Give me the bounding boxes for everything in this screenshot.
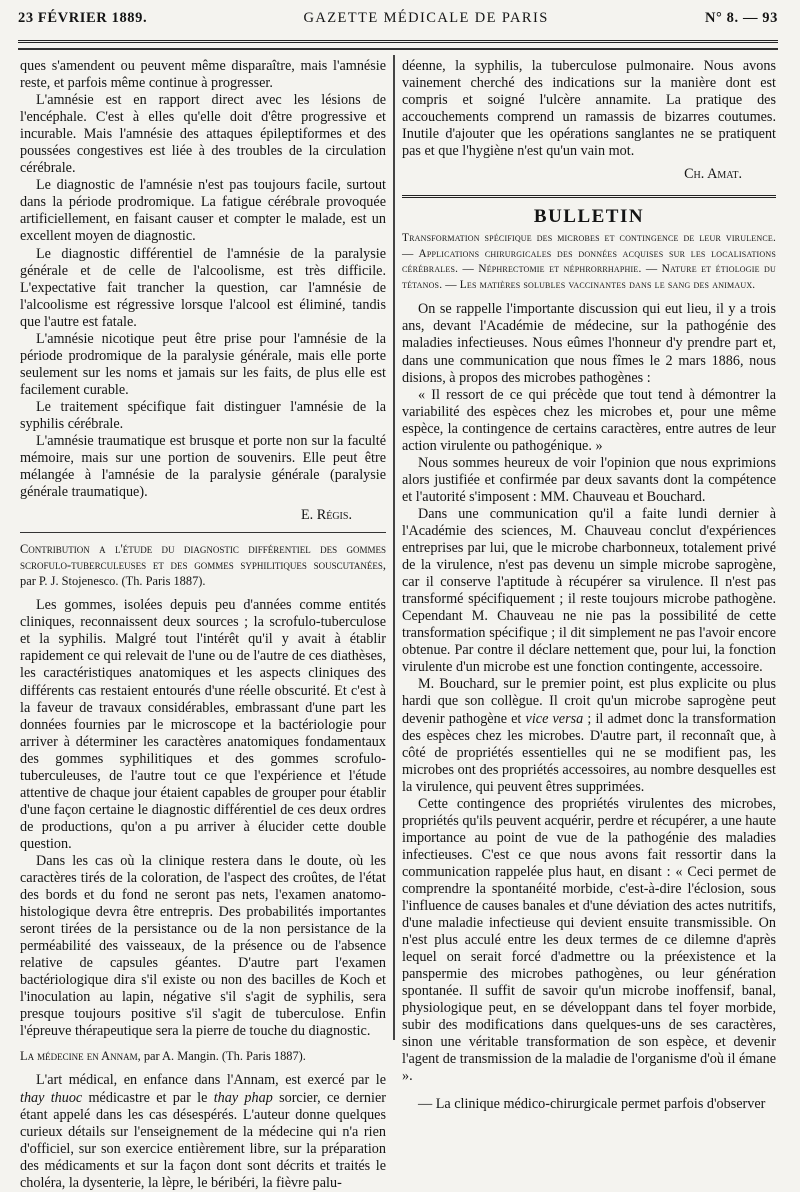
paragraph: On se rappelle l'importante discussion qui eut lieu, il y a trois ans, devant l'Académie de médecine, sur la pathogénie des maladies infectieuses. Nous eûmes l'honneur d'y prendre part et, dans une communication que nous fîmes le 2 mars 1886, nous disions, à propos des microbes pathogènes :	[402, 301, 776, 386]
journal-title: GAZETTE MÉDICALE DE PARIS	[303, 10, 549, 26]
review-citation: par P. J. Stojenesco. (Th. Paris 1887).	[20, 574, 206, 589]
bulletin-summary: Transformation spécifique des microbes et contingence de leur virulence. — Applications chirurgicales des données acquises sur les localisations cérébrales. — Néphrectomie et néphrorrhaphie. — Nature et étiologie du tétanos. — Les matières solubles vaccinantes dans le sang des animaux.	[402, 232, 776, 291]
paragraph: Les gommes, isolées depuis peu d'années comme entités cliniques, reconnaissent deux sources ; la scrofulo-tuberculose et la syphilis. Malgré tout l'intérêt qu'il y avait à établir rapidement ce qui relevait de l'une ou de l'autre de ces diathèses, les caractéristiques anatomiques et les aspects cliniques des différents cas restaient entourés d'une réelle obscurité. Et c'est à la faveur de travaux considérables, embrassant d'une part les données fournies par le microscope et la bactériologie pour arriver à déterminer les caractères anatomiques fondamentaux des gommes syphilitiques et des gommes scrofulo-tuberculeuses, de l'autre tout ce que l'expérience et l'étude attentive de chaque jour étaient capables de grouper pour établir d'une façon certaine le diagnostic différentiel de ces deux ordres de productions, qu'on a pu arriver à élucider cette double question.	[20, 597, 386, 852]
quotation: « Il ressort de ce qui précède que tout tend à démontrer la variabilité des espèces chez les microbes et, pour une même espèce, la contingence de certains caractères, entre autres de leur action virulente ou pathogénique. »	[402, 386, 776, 454]
review-citation: par A. Mangin. (Th. Paris 1887).	[140, 1049, 306, 1064]
paragraph: L'amnésie traumatique est brusque et porte non sur la faculté mémoire, mais sur une portion de souvenirs. Elle peut être mélangée à l'amnésie de la paralysie générale (paralysie générale traumatique).	[20, 433, 386, 501]
italic-term: thay thuoc	[20, 1089, 83, 1106]
issue-number: N° 8. — 93	[704, 10, 778, 26]
paragraph: Cette contingence des propriétés virulentes des microbes, propriétés qu'ils peuvent acquérir, perdre et récupérer, a une haute importance au point de vue de la pathogénie des maladies infectieuses. C'est ce que nous avons fait ressortir dans la communication rappelée plus haut, en disant : « Ceci permet de comprendre la spontanéité morbide, c'est-à-dire l'éclosion, sous l'influence de causes banales et d'une déviation des actes nutritifs, d'une maladie infectieuse qui devient ensuite transmissible. On n'est plus acculé entre les deux termes de ce dilemne d'après lequel on serait forcé d'admettre ou la préexistence et la panspermie des microbes pathogènes, ou leur génération spontanée. Il suffit de savoir qu'un microbe inoffensif, banal, physiologique peut, en se développant dans tel foyer morbide, subir des modifications dans quelques-uns de ses caractères, sinon une véritable transformation de son espèce, et devenir l'agent de transmission de la maladie de l'organisme d'où il émane ».	[402, 795, 776, 1085]
paragraph: — La clinique médico-chirurgicale permet parfois d'observer	[418, 1095, 766, 1112]
right-column	[402, 58, 776, 1113]
header-rule-lower	[18, 48, 778, 50]
paragraph: Le diagnostic de l'amnésie n'est pas toujours facile, surtout dans la période prodromique. La fatigue cérébrale provoquée artificiellement, en faisant causer et compter le malade, est un excellent moyen de diagnostic.	[20, 177, 386, 245]
text-run: médicastre et par le	[82, 1089, 214, 1106]
paragraph: Le traitement spécifique fait distinguer l'amnésie de la syphilis cérébrale.	[20, 398, 386, 432]
text-run: sorcier, ce dernier étant appelé dans les cas désespérés. L'auteur donne quelques curieux détails sur l'enseignement de la médecine qui n'a rien d'officiel, sur son exercice entièrement libre, sur la préparation des médicaments et sur la façon dont sont décrits et traités le choléra, la dysenterie, la lèpre, le béribéri, la fièvre palu-	[20, 1089, 386, 1191]
left-column	[20, 58, 386, 1192]
review-title: Contribution a l'étude du diagnostic différentiel des gommes scrofulo-tuberculeuses et des gommes syphilitiques souscutanées,	[20, 542, 386, 573]
bulletin-title: BULLETIN	[533, 206, 645, 228]
paragraph: Nous sommes heureux de voir l'opinion que nous exprimions alors justifiée et confirmée par deux savants dont la compétence et l'autorité s'imposent : MM. Chauveau et Bouchard.	[402, 454, 776, 505]
page-header	[18, 10, 778, 38]
paragraph: déenne, la syphilis, la tuberculose pulmonaire. Nous avons vainement cherché des indications sur la manière dont est compris et soigné l'ulcère annamite. La pratique des accouchements comprend un ramassis de bizarres coutumes. Inutile d'ajouter que les opérations sanglantes ne se pratiquent pas et que l'hygiène n'est qu'un vain mot.	[402, 58, 776, 160]
author-signature: Ch. Amat.	[684, 166, 742, 183]
paragraph: L'amnésie nicotique peut être prise pour l'amnésie de la période prodromique de la paralysie générale, mais elle porte seulement sur les noms et jamais sur les faits, de plus elle est facilement curable.	[20, 330, 386, 398]
review-title: La médecine en Annam,	[20, 1049, 141, 1064]
paragraph: Dans les cas où la clinique restera dans le doute, où les caractères tirés de la coloration, de l'aspect des croûtes, de l'état des bords et du fond ne seront pas nets, l'examen anatomo-histologique devra être entrepris. Des probabilités importantes seront tirées de la persistance ou de la non persistance de la perméabilité des vaisseaux, de la présence ou de l'absence relative de capsules géantes. D'autre part l'examen bactériologique dira s'il existe ou non des bacilles de Koch et l'inoculation au lapin, négative s'il s'agit de syphilis, sera presque toujours positive s'il s'agit de tuberculose. Enfin l'épreuve thérapeutique sera la pierre de touche du diagnostic.	[20, 852, 386, 1040]
author-signature: E. Régis.	[301, 507, 352, 524]
italic-term: vice versa	[525, 710, 584, 727]
text-run: L'art médical, en enfance dans l'Annam, est exercé par le	[36, 1072, 386, 1089]
text-run: M. Bouchard, sur le premier point, est plus explicite ou plus hardi que son collègue. Il croit qu'un microbe saprogène peut devenir pathogène et	[402, 676, 776, 727]
issue-date: 23 FÉVRIER 1889.	[18, 10, 148, 26]
paragraph: Le diagnostic différentiel de l'amnésie de la paralysie générale et de celle de l'alcoolisme, est très difficile. L'expectative fait trancher la question, car l'amnésie de l'alcoolisme est régressive lorsque l'alcool est éliminé, tandis que l'autre est fatale.	[20, 245, 386, 330]
review-heading	[20, 1048, 386, 1064]
column-separator	[393, 55, 395, 1040]
paragraph: ques s'amendent ou peuvent même disparaître, mais l'amnésie reste, et parfois même continue à progresser.	[20, 58, 386, 92]
paragraph: Dans une communication qu'il a faite lundi dernier à l'Académie des sciences, M. Chauveau conclut d'expériences entreprises par lui, que le microbe charbonneux, totalement privé de la virulence, n'est pas devenu un simple microbe saprogène, car il conserve l'aptitude à récupérer sa virulence. Il n'est pas transformé spécifiquement ; il reste toujours microbe pathogène. Cependant M. Chauveau ne nie pas la possibilité de cette transformation spécifique ; il dit simplement ne pas l'avoir encore obtenue. Par contre il déclare nettement que, pour lui, la fonction virulente d'un microbe est une fonction contingente, accessoire.	[402, 505, 776, 676]
paragraph: L'amnésie est en rapport direct avec les lésions de l'encéphale. C'est à elles qu'elle doit d'être progressive et incurable. Mais l'amnésie des attaques épileptiformes et des poussées congestives est liée à des troubles de la circulation cérébrale.	[20, 92, 386, 177]
review-heading	[20, 541, 386, 589]
bulletin-rule	[402, 195, 776, 198]
header-rule	[18, 40, 778, 43]
paragraph	[20, 1072, 386, 1191]
italic-term: thay phap	[213, 1089, 273, 1106]
section-divider	[20, 532, 386, 533]
text-run: ; il admet donc la transformation des espèces chez les microbes. D'autre part, il reconnaît que, à côté de propriétés essentielles qui ne se modifient pas, les microbes ont des propriétés accessoires, au nombre desquelles est la virulence, qui peuvent êtres supprimées.	[402, 710, 776, 795]
paragraph	[402, 676, 776, 795]
